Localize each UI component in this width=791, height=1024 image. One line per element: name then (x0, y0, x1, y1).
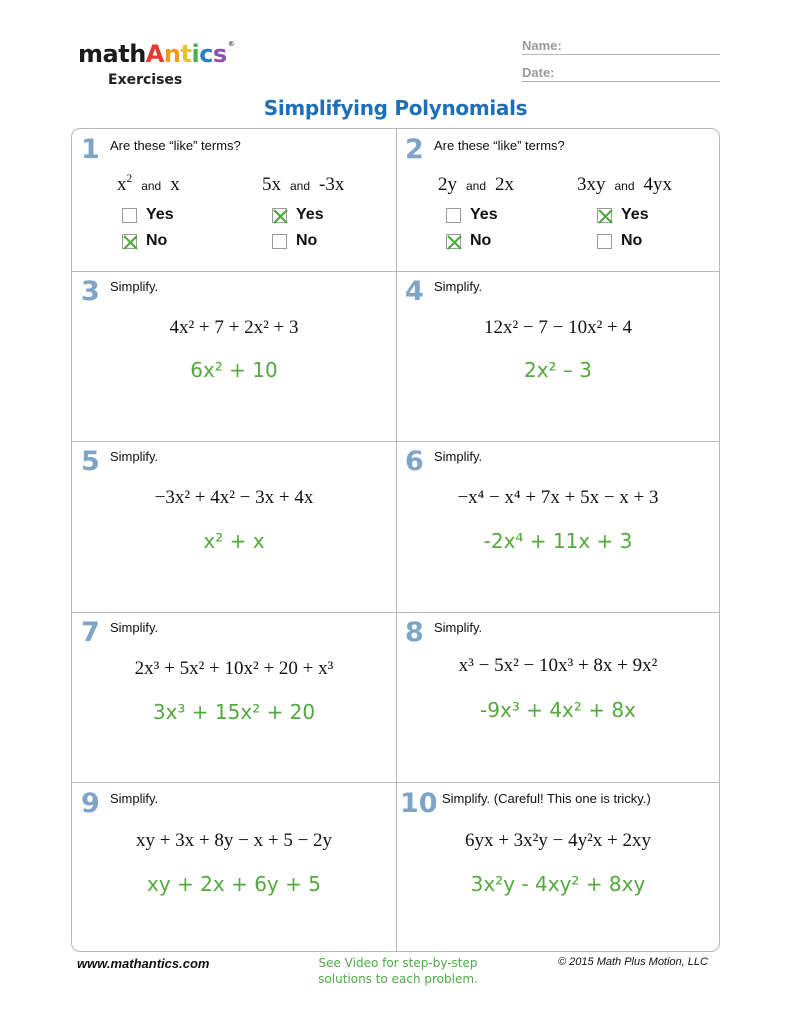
yes-option[interactable] (446, 206, 498, 224)
no-label: No (296, 232, 318, 249)
yes-label: Yes (621, 206, 649, 223)
math-antics-logo (78, 40, 235, 92)
term: 4yx (643, 174, 673, 195)
name-field[interactable] (522, 38, 720, 55)
yes-option[interactable] (122, 206, 174, 224)
answer: 6x² + 10 (190, 358, 278, 382)
logo-letter: m (78, 40, 103, 68)
problem-expression: 6yx + 3x²y − 4y²x + 2xy (464, 830, 652, 851)
term-pair-b (262, 174, 344, 196)
logo-wordmark (78, 40, 234, 68)
and-label: and (614, 179, 635, 193)
video-note-line: solutions to each problem. (318, 972, 478, 986)
problem-9 (72, 782, 396, 952)
video-note (298, 955, 498, 987)
logo-letter: h (129, 40, 146, 68)
check-x-icon (596, 207, 615, 226)
problem-1 (72, 129, 396, 271)
no-option[interactable] (272, 232, 317, 250)
problem-prompt: Simplify. (434, 449, 483, 464)
problem-prompt: Simplify. (Careful! This one is tricky.) (442, 791, 651, 806)
answer: -2x⁴ + 11x + 3 (483, 529, 633, 553)
problem-7 (72, 612, 396, 782)
answer: -9x³ + 4x² + 8x (480, 698, 636, 722)
term-pair-a (438, 174, 514, 196)
problem-number: 10 (400, 788, 438, 819)
no-label: No (146, 232, 168, 249)
problem-5 (72, 441, 396, 612)
term-pair-a (117, 174, 180, 196)
problem-number: 1 (81, 134, 100, 165)
no-option[interactable] (122, 232, 167, 250)
problem-prompt: Simplify. (110, 620, 159, 635)
problem-6 (396, 441, 720, 612)
logo-letter: i (191, 40, 200, 68)
problem-expression: xy + 3x + 8y − x + 5 − 2y (135, 830, 333, 851)
logo-letter: s (212, 40, 227, 68)
problem-prompt: Simplify. (110, 449, 159, 464)
problem-prompt: Simplify. (434, 279, 483, 294)
problem-expression: 12x² − 7 − 10x² + 4 (483, 317, 633, 338)
problem-2 (396, 129, 720, 271)
page-title: Simplifying Polynomials (263, 96, 528, 120)
term: 2x (495, 174, 515, 195)
term-exponent: 2 (126, 172, 133, 185)
problem-prompt: Are these “like” terms? (434, 138, 565, 153)
problem-8 (396, 612, 720, 782)
no-checkbox[interactable] (122, 234, 137, 249)
problem-expression: x³ − 5x² − 10x³ + 8x + 9x² (458, 655, 658, 676)
problem-number: 9 (81, 788, 100, 819)
yes-label: Yes (470, 206, 498, 223)
problem-number: 4 (405, 276, 424, 307)
website-link[interactable]: www.mathantics.com (77, 956, 210, 971)
problem-expression: 2x³ + 5x² + 10x² + 20 + x³ (134, 658, 334, 679)
problem-number: 2 (405, 134, 424, 165)
yes-label: Yes (146, 206, 174, 223)
no-label: No (470, 232, 492, 249)
and-label: and (290, 179, 311, 193)
yes-option[interactable] (272, 206, 324, 224)
yes-checkbox[interactable] (122, 208, 137, 223)
problem-10 (396, 782, 720, 952)
answer: xy + 2x + 6y + 5 (147, 872, 321, 896)
no-option[interactable] (597, 232, 642, 250)
term: 3xy (577, 174, 606, 195)
logo-letter: A (145, 40, 164, 68)
date-field[interactable] (522, 65, 720, 82)
term: x (117, 174, 127, 195)
problem-4 (396, 271, 720, 441)
and-label: and (141, 179, 162, 193)
logo-letter: n (163, 40, 181, 68)
problem-number: 6 (405, 446, 424, 477)
registered-mark: ® (227, 40, 235, 48)
problem-prompt: Are these “like” terms? (110, 138, 241, 153)
copyright: © 2015 Math Plus Motion, LLC (558, 956, 708, 968)
problem-number: 7 (81, 617, 100, 648)
problem-expression: 4x² + 7 + 2x² + 3 (169, 317, 299, 338)
no-checkbox[interactable] (597, 234, 612, 249)
no-label: No (621, 232, 643, 249)
problem-expression: −x⁴ − x⁴ + 7x + 5x − x + 3 (457, 487, 659, 508)
no-checkbox[interactable] (272, 234, 287, 249)
problem-number: 5 (81, 446, 100, 477)
yes-option[interactable] (597, 206, 649, 224)
problem-number: 3 (81, 276, 100, 307)
date-label: Date: (522, 65, 555, 80)
yes-checkbox[interactable] (446, 208, 461, 223)
answer: 2x² – 3 (523, 358, 593, 382)
answer: 3x³ + 15x² + 20 (152, 700, 316, 724)
problem-3 (72, 271, 396, 441)
check-x-icon (445, 233, 464, 252)
logo-letter: c (199, 40, 213, 68)
logo-letter: a (102, 40, 119, 68)
logo-subtitle: Exercises (108, 72, 183, 88)
name-label: Name: (522, 38, 562, 53)
check-x-icon (121, 233, 140, 252)
and-label: and (466, 179, 487, 193)
problem-expression: −3x² + 4x² − 3x + 4x (154, 487, 314, 508)
problem-grid (71, 128, 720, 952)
video-note-line: See Video for step-by-step (318, 956, 478, 970)
answer: 3x²y - 4xy² + 8xy (470, 872, 646, 896)
yes-label: Yes (296, 206, 324, 223)
no-option[interactable] (446, 232, 491, 250)
term-pair-b (577, 174, 672, 196)
problem-prompt: Simplify. (110, 279, 159, 294)
term: -3x (319, 174, 345, 195)
term: 5x (262, 174, 281, 195)
problem-prompt: Simplify. (434, 620, 483, 635)
problem-prompt: Simplify. (110, 791, 159, 806)
answer: x² + x (203, 529, 265, 553)
logo-letter: t (180, 40, 192, 68)
check-x-icon (271, 207, 290, 226)
term: 2y (438, 174, 457, 195)
problem-number: 8 (405, 617, 424, 648)
no-checkbox[interactable] (446, 234, 461, 249)
term: x (170, 174, 180, 195)
yes-checkbox[interactable] (272, 208, 287, 223)
logo-letter: t (118, 40, 130, 68)
yes-checkbox[interactable] (597, 208, 612, 223)
